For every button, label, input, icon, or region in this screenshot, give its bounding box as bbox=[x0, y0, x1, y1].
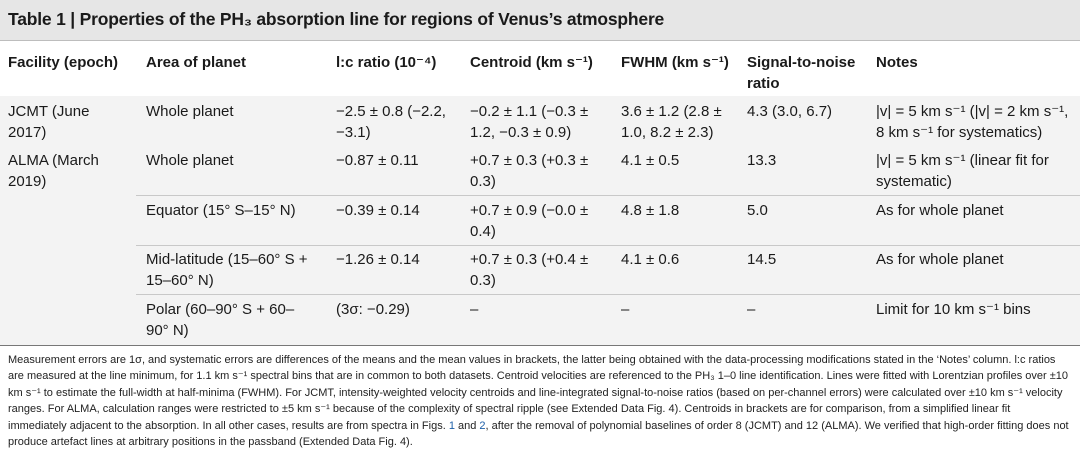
cell-centroid: +0.7 ± 0.3 (+0.3 ± 0.3) bbox=[470, 152, 589, 190]
header-notes: Notes bbox=[876, 54, 918, 71]
cell-snr: 5.0 bbox=[747, 202, 768, 219]
table-header-row bbox=[0, 41, 1080, 97]
footnote-text: and bbox=[454, 419, 480, 432]
cell-facility: ALMA (March 2019) bbox=[8, 152, 99, 190]
cell-centroid: +0.7 ± 0.3 (+0.4 ± 0.3) bbox=[470, 251, 589, 289]
cell-centroid: +0.7 ± 0.9 (−0.0 ± 0.4) bbox=[470, 202, 589, 240]
cell-fwhm: 4.1 ± 0.6 bbox=[621, 251, 680, 268]
table-footnote bbox=[8, 352, 1072, 450]
row-divider bbox=[136, 294, 1080, 295]
cell-notes: |v| = 5 km s⁻¹ (|v| = 2 km s⁻¹, 8 km s⁻¹ for systematics) bbox=[876, 103, 1069, 141]
cell-fwhm: – bbox=[621, 301, 630, 318]
cell-notes: |v| = 5 km s⁻¹ (linear fit for systematic) bbox=[876, 152, 1049, 190]
cell-notes: Limit for 10 km s⁻¹ bins bbox=[876, 301, 1031, 318]
table-title-bar bbox=[0, 0, 1080, 41]
header-fwhm: FWHM (km s⁻¹) bbox=[621, 54, 729, 71]
table-title: Table 1 | Properties of the PH₃ absorption line for regions of Venus’s atmosphere bbox=[8, 9, 665, 29]
cell-centroid: – bbox=[470, 301, 479, 318]
cell-centroid: −0.2 ± 1.1 (−0.3 ± 1.2, −0.3 ± 0.9) bbox=[470, 103, 589, 141]
header-snr: Signal-to-noise ratio bbox=[747, 54, 856, 92]
cell-lc-ratio: −0.39 ± 0.14 bbox=[336, 202, 420, 219]
header-facility: Facility (epoch) bbox=[8, 54, 119, 71]
cell-area: Equator (15° S–15° N) bbox=[146, 202, 296, 219]
header-centroid: Centroid (km s⁻¹) bbox=[470, 54, 593, 71]
footnote-text: , after the removal of polynomial baselines of order 8 (JCMT) and 12 (ALMA). We verified that high-order fitting does not produce artefact lines at arbitrary positions in the passband (Extended Data Fig. 4). bbox=[8, 419, 1069, 449]
table-bottom-rule bbox=[0, 345, 1080, 346]
cell-lc-ratio: −0.87 ± 0.11 bbox=[336, 152, 419, 169]
cell-fwhm: 3.6 ± 1.2 (2.8 ± 1.0, 8.2 ± 2.3) bbox=[621, 103, 722, 141]
header-area: Area of planet bbox=[146, 54, 247, 71]
cell-lc-ratio: −2.5 ± 0.8 (−2.2, −3.1) bbox=[336, 103, 446, 141]
cell-snr: – bbox=[747, 301, 756, 318]
cell-lc-ratio: −1.26 ± 0.14 bbox=[336, 251, 420, 268]
cell-notes: As for whole planet bbox=[876, 251, 1004, 268]
cell-area: Mid-latitude (15–60° S + 15–60° N) bbox=[146, 251, 308, 289]
row-divider bbox=[136, 245, 1080, 246]
cell-fwhm: 4.8 ± 1.8 bbox=[621, 202, 680, 219]
header-lc-ratio: l:c ratio (10⁻⁴) bbox=[336, 54, 437, 71]
cell-facility: JCMT (June 2017) bbox=[8, 103, 90, 141]
cell-snr: 14.5 bbox=[747, 251, 777, 268]
figure-link-1[interactable]: 1 bbox=[448, 419, 455, 432]
cell-lc-ratio: (3σ: −0.29) bbox=[336, 301, 410, 318]
figure-link-2[interactable]: 2 bbox=[479, 419, 486, 432]
footnote-text: Measurement errors are 1σ, and systematic errors are differences of the means and the mean values in brackets, the latter being obtained with the data-processing modifications stated in the ‘Notes’ column. l:c ratios are measured at the line minimum, for 1.1 km s⁻¹ spectral bins that are in common to both datasets. Centroid velocities are referenced to the PH₃ 1–0 line identification. Lines were fitted with Lorentzian profiles over ±10 km s⁻¹ to estimate the full-width at half-minima (FWHM). For JCMT, intensity-weighted velocity centroids and line-integrated signal-to-noise ratios (based on per-channel errors) were calculated over ±10 km s⁻¹ velocity ranges. For ALMA, calculation ranges were restricted to ±5 km s⁻¹ because of the complexity of spectral ripple (see Extended Data Fig. 4). Centroids in brackets are for comparison, from a simplified linear fit immediately adjacent to the absorption. In all other cases, results are from spectra in Figs. bbox=[8, 354, 1069, 432]
cell-fwhm: 4.1 ± 0.5 bbox=[621, 152, 680, 169]
cell-snr: 13.3 bbox=[747, 152, 777, 169]
cell-area: Whole planet bbox=[146, 152, 234, 169]
cell-snr: 4.3 (3.0, 6.7) bbox=[747, 103, 833, 120]
row-divider bbox=[136, 195, 1080, 196]
cell-area: Polar (60–90° S + 60–90° N) bbox=[146, 301, 295, 339]
cell-area: Whole planet bbox=[146, 103, 234, 120]
cell-notes: As for whole planet bbox=[876, 202, 1004, 219]
